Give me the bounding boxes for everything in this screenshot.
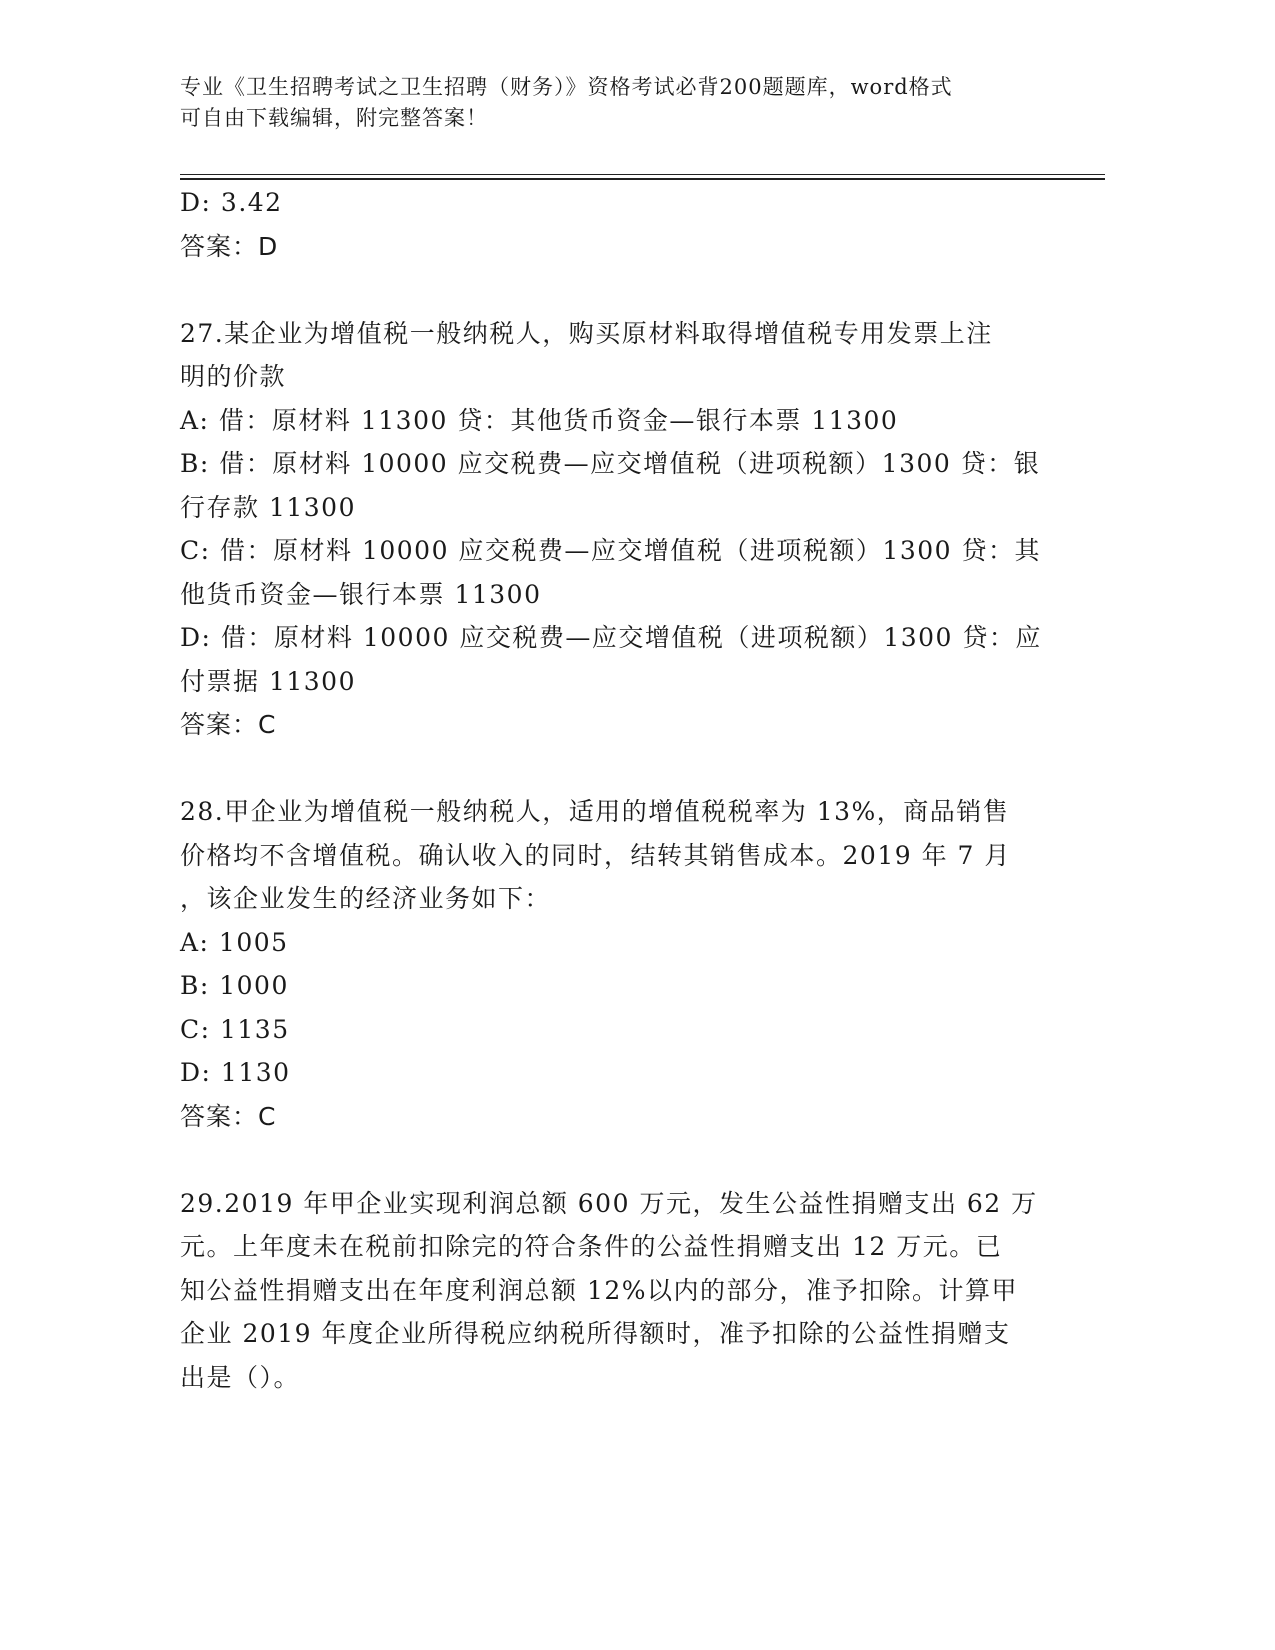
question-stem-continued: 出是（）。 xyxy=(180,1362,301,1392)
header-divider-thick xyxy=(180,178,1105,180)
question-block-28 xyxy=(180,790,1040,1138)
question-stem-continued: ，该企业发生的经济业务如下： xyxy=(180,884,552,913)
option-a: A: 借：原材料 11300 贷：其他货币资金—银行本票 11300 xyxy=(180,405,899,435)
spacer xyxy=(180,747,1040,791)
option-b: B: 借：原材料 10000 应交税费—应交增值税（进项税额）1300 贷：银 xyxy=(180,449,1041,478)
spacer xyxy=(180,1138,1040,1182)
answer-line: 答案：C xyxy=(180,1101,277,1131)
question-stem-continued: 企业 2019 年度企业所得税应纳税所得额时，准予扣除的公益性捐赠支 xyxy=(180,1319,1011,1348)
option-c-continued: 他货币资金—银行本票 11300 xyxy=(180,579,542,609)
option-b: B: 1000 xyxy=(180,971,289,1000)
question-stem-continued: 明的价款 xyxy=(180,362,287,391)
question-stem: 27.某企业为增值税一般纳税人，购买原材料取得增值税专用发票上注 xyxy=(180,318,993,348)
question-stem: 28.甲企业为增值税一般纳税人，适用的增值税税率为 13%，商品销售 xyxy=(180,797,1010,826)
question-stem-continued: 元。上年度未在税前扣除完的符合条件的公益性捐赠支出 12 万元。已 xyxy=(180,1232,1003,1261)
question-stem-continued: 价格均不含增值税。确认收入的同时，结转其销售成本。2019 年 7 月 xyxy=(180,840,1011,870)
question-list xyxy=(180,181,1040,1399)
option-b-continued: 行存款 11300 xyxy=(180,492,356,522)
question-block-27 xyxy=(180,312,1040,747)
option-d-continued: 付票据 11300 xyxy=(180,666,356,696)
header-title-line-1: 专业《卫生招聘考试之卫生招聘（财务）》资格考试必背200题题库，word格式 xyxy=(180,75,953,99)
answer-line: 答案：D xyxy=(180,231,279,261)
page-header xyxy=(180,72,1060,134)
question-stem: 29.2019 年甲企业实现利润总额 600 万元，发生公益性捐赠支出 62 万 xyxy=(180,1188,1038,1218)
option-d: D: 借：原材料 10000 应交税费—应交增值税（进项税额）1300 贷：应 xyxy=(180,623,1042,652)
option-a: A: 1005 xyxy=(180,927,289,957)
question-stem-continued: 知公益性捐赠支出在年度利润总额 12%以内的部分，准予扣除。计算甲 xyxy=(180,1275,1019,1305)
spacer xyxy=(180,268,1040,312)
question-block-previous xyxy=(180,181,1040,268)
answer-line: 答案：C xyxy=(180,710,277,739)
header-title-line-2: 可自由下载编辑，附完整答案！ xyxy=(180,106,488,130)
option-c: C: 1135 xyxy=(180,1014,290,1044)
option-c: C: 借：原材料 10000 应交税费—应交增值税（进项税额）1300 贷：其 xyxy=(180,536,1041,565)
question-block-29 xyxy=(180,1182,1040,1400)
header-divider-thin xyxy=(180,174,1105,175)
option-d: D: 3.42 xyxy=(180,188,283,217)
option-d: D: 1130 xyxy=(180,1058,291,1087)
